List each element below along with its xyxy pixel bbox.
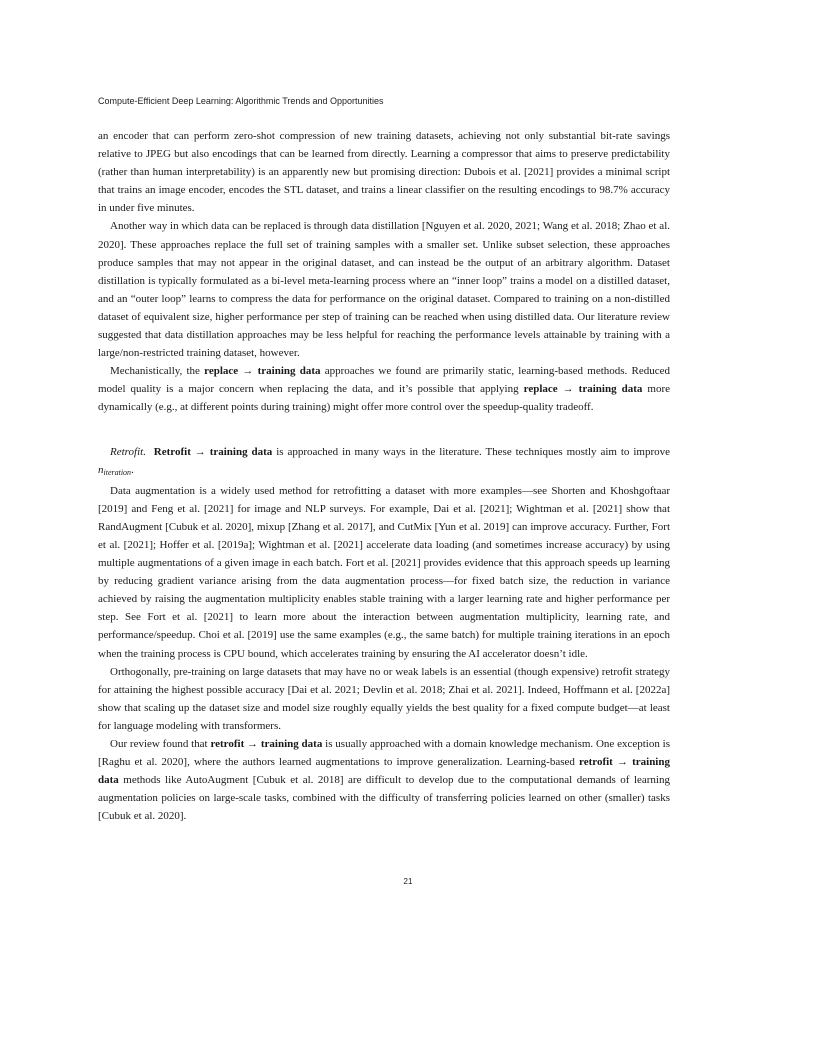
replace-training-data-term: replace → training data	[204, 365, 321, 378]
paragraph-2: Another way in which data can be replaced is through data distillation [Nguyen et al. 2020, 2021; Wang et al. 2018; Zhao et al. 2020]. These approaches replace the full set of training samples with a smaller set. Unlike subset selection, these approaches produce samples that may not appear in the original dataset, and can instead be the output of an arbitrary algorithm. Dataset distillation is typically formulated as a bi-level meta-learning process where an “inner loop” trains a model on a distilled dataset, and an “outer loop” learns to compress the data for performance on the original dataset. Compared to training on a non-distilled dataset of equivalent size, higher performance per step of training can be reached when using distilled data. Our literature review suggested that data distillation approaches may be less helpful for reaching the performance levels attainable by training with a large/non-restricted training dataset, however.	[98, 220, 670, 360]
retrofit-period: .	[131, 463, 134, 476]
paragraph-3-text-d: more dynamically (e.g., at different points during training) might offer more control over the speedup-quality tradeoff.	[98, 383, 670, 414]
paragraph-7-text-c: is usually approached with a domain knowledge mechanism. One exception is [Raghu et al. 2020], where the authors learned augmentations to improve generalization. Learning-based	[98, 738, 671, 769]
retrofit-training-data-term: Retrofit → training data	[153, 445, 273, 458]
paragraph-6: Orthogonally, pre-training on large datasets that may have no or weak labels is an essential (though expensive) retrofit strategy for attaining the highest possible accuracy [Dai et al. 2021; Devlin et al. 2018; Zhai et al. 2021]. Indeed, Hoffmann et al. [2022a] show that scaling up the dataset size and model size roughly equally yields the best quality for a fixed compute budget—at least for language modeling with transformers.	[98, 665, 670, 732]
paragraph-5: Data augmentation is a widely used method for retrofitting a dataset with more examples—see Shorten and Khoshgoftaar [2019] and Feng et al. [2021] for image and NLP surveys. For example, Dai et al. [2021]; Wightman et al. [2021] show that RandAugment [Cubuk et al. 2020], mixup [Zhang et al. 2017], and CutMix [Yun et al. 2019] can improve accuracy. Further, Fort et al. [2021]; Hoffer et al. [2019a]; Wightman et al. [2021] accelerate data loading (and sometimes increase accuracy) by using multiple augmentations of a given image in each batch. Fort et al. [2021] provides evidence that this approach speeds up learning by reducing gradient variance arising from the data augmentation process—for fixed batch size, the reduction in variance achieved by raising the augmentation multiplicity enables stable training with a larger learning rate and higher performance per step. See Fort et al. [2021] to learn more about the interaction between augmentation multiplicity, learning rate, and performance/speedup. Choi et al. [2019] use the same examples (e.g., the same batch) for multiple training iterations in an epoch when the training process is CPU bound, which accelerates training by ensuring the AI accelerator doesn’t idle.	[98, 484, 670, 660]
paragraph-3	[98, 362, 670, 416]
running-header: Compute-Efficient Deep Learning: Algorithmic Trends and Opportunities	[98, 96, 384, 106]
paragraph-3-text-c: approaches we found are primarily static, learning-based methods. Reduced model quality is a major concern when replacing the data, and it’s possible that applying	[98, 365, 670, 396]
retrofit-subheading: Retrofit.	[110, 445, 146, 458]
retrofit-training-data-term-2: retrofit → training data	[210, 738, 323, 750]
paragraph-retrofit	[98, 443, 670, 482]
paragraph-7-text-a: Our review found that	[110, 738, 211, 750]
paragraph-7	[98, 735, 670, 825]
retrofit-text: is approached in many ways in the literature. These techniques mostly aim to improve	[272, 445, 671, 458]
n-symbol: n	[98, 463, 104, 476]
iteration-subscript: iteration	[103, 467, 132, 477]
main-text	[98, 127, 670, 825]
paragraph-1: an encoder that can perform zero-shot compression of new training datasets, achieving not only substantial bit-rate savings relative to JPEG but also encodings that can be learned from directly. Learning a compressor that aims to preserve predictability (rather than human interpretability) is an apparently new but promising direction: Dubois et al. [2021] provides a minimal script that trains an image encoder, encodes the STL dataset, and trains a linear classifier on the resulting encodings to 98.7% accuracy in under five minutes.	[98, 130, 670, 215]
paragraph-7-text-d: methods like AutoAugment [Cubuk et al. 2018] are difficult to develop due to the computational demands of learning augmentation policies on large-scale tasks, combined with the difficulty of transferring policies learned on other (smaller) tasks [Cubuk et al. 2020].	[98, 774, 670, 823]
replace-training-data-term-2: replace → training data	[523, 383, 643, 396]
page-number: 21	[403, 877, 413, 886]
paragraph-3-text-a: Mechanistically, the	[110, 365, 205, 378]
retrofit-training-data-term-3: retrofit → training data	[98, 756, 670, 787]
